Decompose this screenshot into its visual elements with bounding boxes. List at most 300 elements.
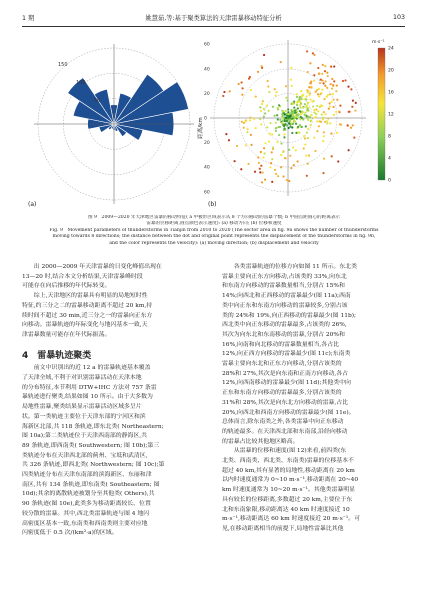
scatter-point xyxy=(313,137,315,139)
scatter-point xyxy=(296,96,298,98)
scatter-point xyxy=(330,83,332,85)
scatter-point xyxy=(289,120,291,122)
scatter-point xyxy=(307,137,309,139)
scatter-point xyxy=(223,91,225,93)
scatter-point xyxy=(320,79,322,81)
text-line: 较分散的雷暴。其中,西北类雷暴轨迹与图 4 地闪 xyxy=(22,510,150,517)
text-line: 高密度区基本一致,东南类和西南类则主要对应地 xyxy=(22,520,148,527)
scatter-point xyxy=(312,52,314,54)
text-line: 闪密度低于 0.5 次/(km²·a)的区域。 xyxy=(22,530,118,537)
scatter-point xyxy=(313,54,315,56)
scatter-point xyxy=(332,106,334,108)
scatter-point xyxy=(291,126,293,128)
text-line: 的轨迹最多。在天津西北部和东南部,沿经向移动 xyxy=(222,428,348,435)
scatter-point xyxy=(297,107,299,109)
scatter-point xyxy=(269,122,271,124)
scatter-point xyxy=(322,140,324,142)
scatter-point xyxy=(352,100,354,102)
scatter-point xyxy=(250,134,252,136)
text-line: 16%,向南和向北移动的雷暴数量相当,各占比 xyxy=(222,341,339,348)
scatter-point xyxy=(261,181,263,183)
colorbar-tick: 4 xyxy=(388,156,391,162)
scatter-point xyxy=(284,157,286,159)
scatter-point xyxy=(249,117,251,119)
scatter-point xyxy=(293,106,295,108)
scatter-point xyxy=(303,135,305,137)
scatter-point xyxy=(236,145,238,147)
scatter-point xyxy=(305,95,307,97)
scatter-point xyxy=(228,139,230,141)
scatter-point xyxy=(280,61,282,63)
text-line: 局地性雷暴,聚类结果显示雷暴活动区域多呈片 xyxy=(22,404,142,411)
scatter-point xyxy=(275,130,277,132)
scatter-point xyxy=(302,107,304,109)
scatter-point xyxy=(262,100,264,102)
scatter-point xyxy=(274,115,276,117)
scatter-point xyxy=(276,114,278,116)
scatter-point xyxy=(260,151,262,153)
scatter-point xyxy=(312,105,314,107)
scatter-point xyxy=(291,132,293,134)
scatter-point xyxy=(346,124,348,126)
scatter-point xyxy=(335,90,337,92)
text-line: 前文中识别出的近 12 a 的雷暴轨迹基本覆盖 xyxy=(33,365,151,372)
scatter-point xyxy=(283,136,285,138)
scatter-point xyxy=(245,144,247,146)
scatter-point xyxy=(303,147,305,149)
scatter-point xyxy=(271,151,273,153)
scatter-point xyxy=(318,88,320,90)
scatter-point xyxy=(347,86,349,88)
scatter-tick: 20 xyxy=(204,141,210,146)
scatter-point xyxy=(308,154,310,156)
text-line: 类的 24%和 19%,向正西移动的雷暴最少(图 11b); xyxy=(222,312,356,319)
scatter-point xyxy=(300,113,302,115)
scatter-point xyxy=(250,144,252,146)
scatter-point xyxy=(306,89,308,91)
colorbar-tick: 24 xyxy=(388,46,394,52)
paragraph xyxy=(222,263,405,447)
scatter-point xyxy=(250,89,252,91)
scatter-point xyxy=(241,121,243,123)
figure-9 xyxy=(22,32,406,210)
scatter-point xyxy=(355,102,357,104)
scatter-point xyxy=(258,162,260,164)
scatter-point xyxy=(275,127,277,129)
scatter-point xyxy=(262,172,264,174)
scatter-point xyxy=(324,113,326,115)
text-line: 12%,向西南移动的雷暴最少(图 11d);其他类中向 xyxy=(222,380,351,387)
scatter-point xyxy=(316,120,318,122)
scatter-point xyxy=(293,164,295,166)
scatter-point xyxy=(309,116,311,118)
scatter-point xyxy=(339,104,341,106)
scatter-point xyxy=(332,84,334,86)
scatter-point xyxy=(291,85,293,87)
scatter-point xyxy=(282,110,284,112)
right-column xyxy=(222,263,405,535)
scatter-point xyxy=(295,132,297,134)
text-line: 从雷暴的位移和速度(图 12)来看,前四类(东 xyxy=(233,448,347,455)
scatter-point xyxy=(290,167,292,169)
scatter-point xyxy=(290,67,292,69)
scatter-point xyxy=(304,114,306,116)
scatter-tick: 60 xyxy=(204,190,210,196)
scatter-point xyxy=(307,71,309,73)
scatter-point xyxy=(277,118,279,120)
scatter-point xyxy=(282,151,284,153)
scatter-point xyxy=(309,124,311,126)
scatter-point xyxy=(301,95,303,97)
scatter-point xyxy=(288,116,290,118)
scatter-point xyxy=(313,74,315,76)
polar-tick: 100 xyxy=(76,80,86,86)
scatter-point xyxy=(281,115,283,117)
scatter-point xyxy=(283,133,285,135)
text-line: m·s⁻¹,移动距离达 60 km 时速度接近 20 m·s⁻¹。可 xyxy=(222,516,360,523)
scatter-point xyxy=(268,91,270,93)
scatter-point xyxy=(271,133,273,135)
scatter-point xyxy=(291,118,293,120)
scatter-point xyxy=(269,133,271,135)
scatter-point xyxy=(267,85,269,87)
scatter-point xyxy=(321,89,323,91)
text-line: 90 条轨迹(图 10e),此类多为移动距离较长、位置 xyxy=(22,501,151,508)
scatter-point xyxy=(331,78,333,80)
scatter-point xyxy=(348,111,350,113)
text-line: 津雷暴数量可能存在年代际振荡。 xyxy=(22,331,111,338)
scatter-point xyxy=(233,160,235,162)
scatter-point xyxy=(322,172,324,174)
scatter-point xyxy=(344,79,346,81)
text-line: 89 条轨迹,即西南类( Southwestern; 图 10b);第三 xyxy=(22,442,160,449)
scatter-point xyxy=(326,87,328,89)
caption-en: and the color represents the velocity): (a) moving direction; (b) displacement and velocity xyxy=(109,240,319,246)
scatter-point xyxy=(261,67,263,69)
scatter-point xyxy=(263,152,265,154)
panel-b-label: (b) xyxy=(208,201,217,208)
scatter-point xyxy=(299,104,301,106)
scatter-point xyxy=(266,126,268,128)
scatter-point xyxy=(323,135,325,137)
scatter-point xyxy=(295,149,297,151)
scatter-point xyxy=(278,134,280,136)
scatter-point xyxy=(292,112,294,114)
scatter-point xyxy=(336,85,338,87)
scatter-point xyxy=(300,90,302,92)
scatter-point xyxy=(305,98,307,100)
scatter-point xyxy=(327,75,329,77)
scatter-point xyxy=(290,123,292,125)
scatter-point xyxy=(296,114,298,116)
scatter-point xyxy=(285,97,287,99)
scatter-point xyxy=(352,124,354,126)
scatter-point xyxy=(297,160,299,162)
scatter-point xyxy=(259,106,261,108)
scatter-point xyxy=(260,165,262,167)
scatter-point xyxy=(280,154,282,156)
paragraph xyxy=(22,292,205,341)
scatter-point xyxy=(322,64,324,66)
scatter-point xyxy=(323,98,325,100)
scatter-point xyxy=(290,103,292,105)
scatter-point xyxy=(279,126,281,128)
scatter-point xyxy=(249,76,251,78)
scatter-point xyxy=(260,123,262,125)
scatter-point xyxy=(332,93,334,95)
scatter-tick: 0 xyxy=(204,116,207,122)
scatter-point xyxy=(283,127,285,129)
scatter-point xyxy=(246,131,248,133)
panel-a-label: (a) xyxy=(28,201,37,208)
scatter-point xyxy=(295,123,297,125)
scatter-point xyxy=(323,82,325,84)
scatter-point xyxy=(257,71,259,73)
colorbar xyxy=(378,48,385,180)
scatter-point xyxy=(247,128,249,130)
scatter-point xyxy=(259,118,261,120)
caption-cn: 图 9 2009—2020 年天津地区雷暴的移动特征( a 中极形区域表示从 8 个方向移动的雷暴个数; b 中圆点距圆心的距离表示 xyxy=(87,215,341,220)
text-line: 四类轨迹分布在天津东南部的滨海新区、东丽和津 xyxy=(22,472,152,479)
text-line: 了天津全域,不利于对识别雷暴活动在天津本地 xyxy=(22,375,142,382)
scatter-point xyxy=(292,116,294,118)
scatter-point xyxy=(336,99,338,101)
scatter-point xyxy=(350,88,352,90)
scatter-point xyxy=(331,155,333,157)
scatter-point xyxy=(264,142,266,144)
text-line: 雷暴主要向东北和正东方向移动,分别占该类的 xyxy=(222,361,342,368)
scatter-point xyxy=(315,116,317,118)
scatter-point xyxy=(354,110,356,112)
text-line: 的分布特征,本节利用 DTW+IHC 方法对 757 条雷 xyxy=(22,384,157,391)
text-line: 南区,共有 134 条轨迹,即东南类( Southeastern; 图 xyxy=(22,481,160,488)
scatter-ylabel: 距离/km xyxy=(198,117,204,139)
text-line: 西北类中向正东移动的雷暴最多,占该类的 26%, xyxy=(222,322,347,329)
scatter-point xyxy=(318,125,320,127)
scatter-point xyxy=(263,115,265,117)
colorbar-unit: m·s⁻¹ xyxy=(372,40,385,45)
scatter-point xyxy=(309,94,311,96)
scatter-point xyxy=(306,131,308,133)
scatter-tick: 60 xyxy=(204,42,210,48)
scatter-point xyxy=(324,121,326,123)
text-line: 向移动。雷暴轨迹的年际变化与地闪基本一致,天 xyxy=(22,322,148,329)
scatter-point xyxy=(323,158,325,160)
scatter-point xyxy=(319,93,321,95)
scatter-point xyxy=(351,106,353,108)
scatter-point xyxy=(329,122,331,124)
scatter-point xyxy=(287,99,289,101)
scatter-tick: 40 xyxy=(204,67,210,73)
scatter-point xyxy=(263,108,265,110)
scatter-point xyxy=(328,108,330,110)
scatter-point xyxy=(330,101,332,103)
page-number: 103 xyxy=(392,13,405,21)
scatter-point xyxy=(318,73,320,75)
text-line: km 时速度通常为 10~20 m·s⁻¹。其他类雷暴明显 xyxy=(222,487,356,494)
scatter-point xyxy=(264,112,266,114)
scatter-point xyxy=(285,85,287,87)
caption-cn: 雷暴的位移距离,圆点颜色表示速度): (a) 移动方向; (b) 位移和速度 xyxy=(146,221,282,227)
scatter-point xyxy=(299,97,301,99)
scatter-point xyxy=(222,95,224,97)
scatter-point xyxy=(279,119,281,121)
scatter-point xyxy=(321,114,323,116)
scatter-point xyxy=(286,179,288,181)
scatter-point xyxy=(325,80,327,82)
text-line: 总体而言,除东南类之外,各类雷暴中向正东移动 xyxy=(222,419,344,426)
scatter-point xyxy=(313,112,315,114)
scatter-chart xyxy=(204,40,366,196)
scatter-point xyxy=(329,105,331,107)
scatter-point xyxy=(275,91,277,93)
scatter-point xyxy=(353,137,355,139)
scatter-point xyxy=(326,120,328,122)
text-line: 以内时速度通常为 0~10 m·s⁻¹,移动距离在 20~40 xyxy=(222,477,359,484)
scatter-point xyxy=(326,122,328,124)
scatter-point xyxy=(317,110,319,112)
scatter-point xyxy=(282,120,284,122)
scatter-point xyxy=(337,160,339,162)
scatter-point xyxy=(299,110,301,112)
scatter-point xyxy=(280,142,282,144)
text-line: 北和东南象限,移动距离达 40 km 时速度接近 10 xyxy=(222,506,350,513)
scatter-point xyxy=(270,162,272,164)
text-line: 状。第一类轨迹主要位于天津东部的宁河区和滨 xyxy=(22,413,146,420)
scatter-point xyxy=(304,103,306,105)
colorbar-tick: 20 xyxy=(388,68,394,74)
scatter-point xyxy=(317,67,319,69)
scatter-point xyxy=(342,80,344,82)
scatter-point xyxy=(318,95,320,97)
scatter-point xyxy=(255,95,257,97)
scatter-point xyxy=(240,168,242,170)
scatter-point xyxy=(241,94,243,96)
scatter-point xyxy=(257,156,259,158)
text-line: 特征,约三分之二的雷暴移动距离不超过 20 km,持 xyxy=(22,302,153,309)
scatter-point xyxy=(229,90,231,92)
scatter-point xyxy=(244,120,246,122)
text-line: 见,在移动距离相当的前提下,局地性雷暴比其他 xyxy=(222,525,344,532)
paragraph xyxy=(22,263,205,292)
scatter-point xyxy=(333,114,335,116)
scatter-tick: 40 xyxy=(204,165,210,171)
scatter-point xyxy=(309,98,311,100)
scatter-point xyxy=(275,94,277,96)
scatter-point xyxy=(305,125,307,127)
scatter-point xyxy=(321,73,323,75)
scatter-point xyxy=(333,80,335,82)
scatter-point xyxy=(272,146,274,148)
scatter-point xyxy=(276,141,278,143)
text-line: 图 10a);第二类轨迹位于天津西南部的静海区,共 xyxy=(22,433,148,440)
scatter-point xyxy=(277,175,279,177)
scatter-point xyxy=(290,112,292,114)
scatter-point xyxy=(326,72,328,74)
scatter-point xyxy=(307,128,309,130)
colorbar-tick: 0 xyxy=(388,178,391,184)
scatter-point xyxy=(241,87,243,89)
scatter-point xyxy=(296,104,298,106)
scatter-point xyxy=(274,88,276,90)
scatter-point xyxy=(262,156,264,158)
text-line: 20%,向西北和西南方向移动的雷暴最少(图 11e)。 xyxy=(222,409,355,416)
scatter-point xyxy=(260,110,262,112)
text-line: 和东南方向移动的雷暴数量相当,分别占 15%和 xyxy=(222,283,345,290)
scatter-point xyxy=(327,117,329,119)
scatter-point xyxy=(317,93,319,95)
scatter-point xyxy=(268,110,270,112)
scatter-point xyxy=(333,65,335,67)
scatter-point xyxy=(280,166,282,168)
polar-chart xyxy=(34,44,194,204)
scatter-point xyxy=(322,117,324,119)
scatter-point xyxy=(288,122,290,124)
scatter-point xyxy=(290,109,292,111)
scatter-point xyxy=(277,107,279,109)
scatter-point xyxy=(268,140,270,142)
scatter-point xyxy=(288,180,290,182)
text-line: 各类雷暴轨迹的位移方向如图 11 所示。东北类 xyxy=(233,264,357,270)
scatter-point xyxy=(283,123,285,125)
text-line: 海新区北部,共 118 条轨迹,即东北类( Northeastern; xyxy=(22,423,164,430)
scatter-point xyxy=(294,120,296,122)
scatter-point xyxy=(335,111,337,113)
scatter-point xyxy=(331,88,333,90)
scatter-point xyxy=(284,119,286,121)
scatter-point xyxy=(263,147,265,149)
text-line: 具有较长的位移距离,多数超过 20 km,主要位于东 xyxy=(222,496,353,503)
caption-en: Fig. 9 Movement parameters of thunderstorms in Tianjin from 2010 to 2020 (The sector area in fig. 9a shows the number of thunderstorms xyxy=(49,227,379,233)
scatter-point xyxy=(269,166,271,168)
scatter-point xyxy=(296,93,298,95)
text-line: 其次为向东北和东南移动的雷暴,分别占 20%和 xyxy=(222,331,345,338)
scatter-point xyxy=(282,175,284,177)
colorbar-tick: 8 xyxy=(388,134,391,140)
colorbar-tick: 12 xyxy=(388,112,394,118)
text-line: 综上,天津地区的雷暴具有明显的局地短时性 xyxy=(33,293,148,300)
scatter-point xyxy=(284,113,286,115)
scatter-point xyxy=(310,120,312,122)
scatter-point xyxy=(304,137,306,139)
scatter-point xyxy=(329,93,331,95)
text-line: 超过 40 km,其有显著的局地性,移动距离在 20 km xyxy=(222,467,355,474)
text-line: 28%和 27%,其次是向东南和正南方向移动,各占 xyxy=(222,370,349,377)
text-line: 可能存在向后推移的年代际转变。 xyxy=(22,283,111,290)
scatter-point xyxy=(259,171,261,173)
scatter-point xyxy=(336,132,338,134)
scatter-point xyxy=(340,124,342,126)
scatter-point xyxy=(307,119,309,121)
polar-tick: 150 xyxy=(58,62,68,68)
scatter-point xyxy=(301,98,303,100)
scatter-point xyxy=(261,103,263,105)
scatter-point xyxy=(304,112,306,114)
scatter-point xyxy=(278,104,280,106)
scatter-point xyxy=(304,143,306,145)
scatter-point xyxy=(306,175,308,177)
paragraph xyxy=(22,364,205,539)
scatter-point xyxy=(309,62,311,64)
scatter-point xyxy=(306,108,308,110)
scatter-point xyxy=(323,131,325,133)
scatter-point xyxy=(319,120,321,122)
scatter-point xyxy=(307,102,309,104)
scatter-point xyxy=(315,108,317,110)
scatter-point xyxy=(330,66,332,68)
text-line: 31%和 28%,其次是向东北方向移动的雷暴,占比 xyxy=(222,399,349,406)
scatter-point xyxy=(274,169,276,171)
